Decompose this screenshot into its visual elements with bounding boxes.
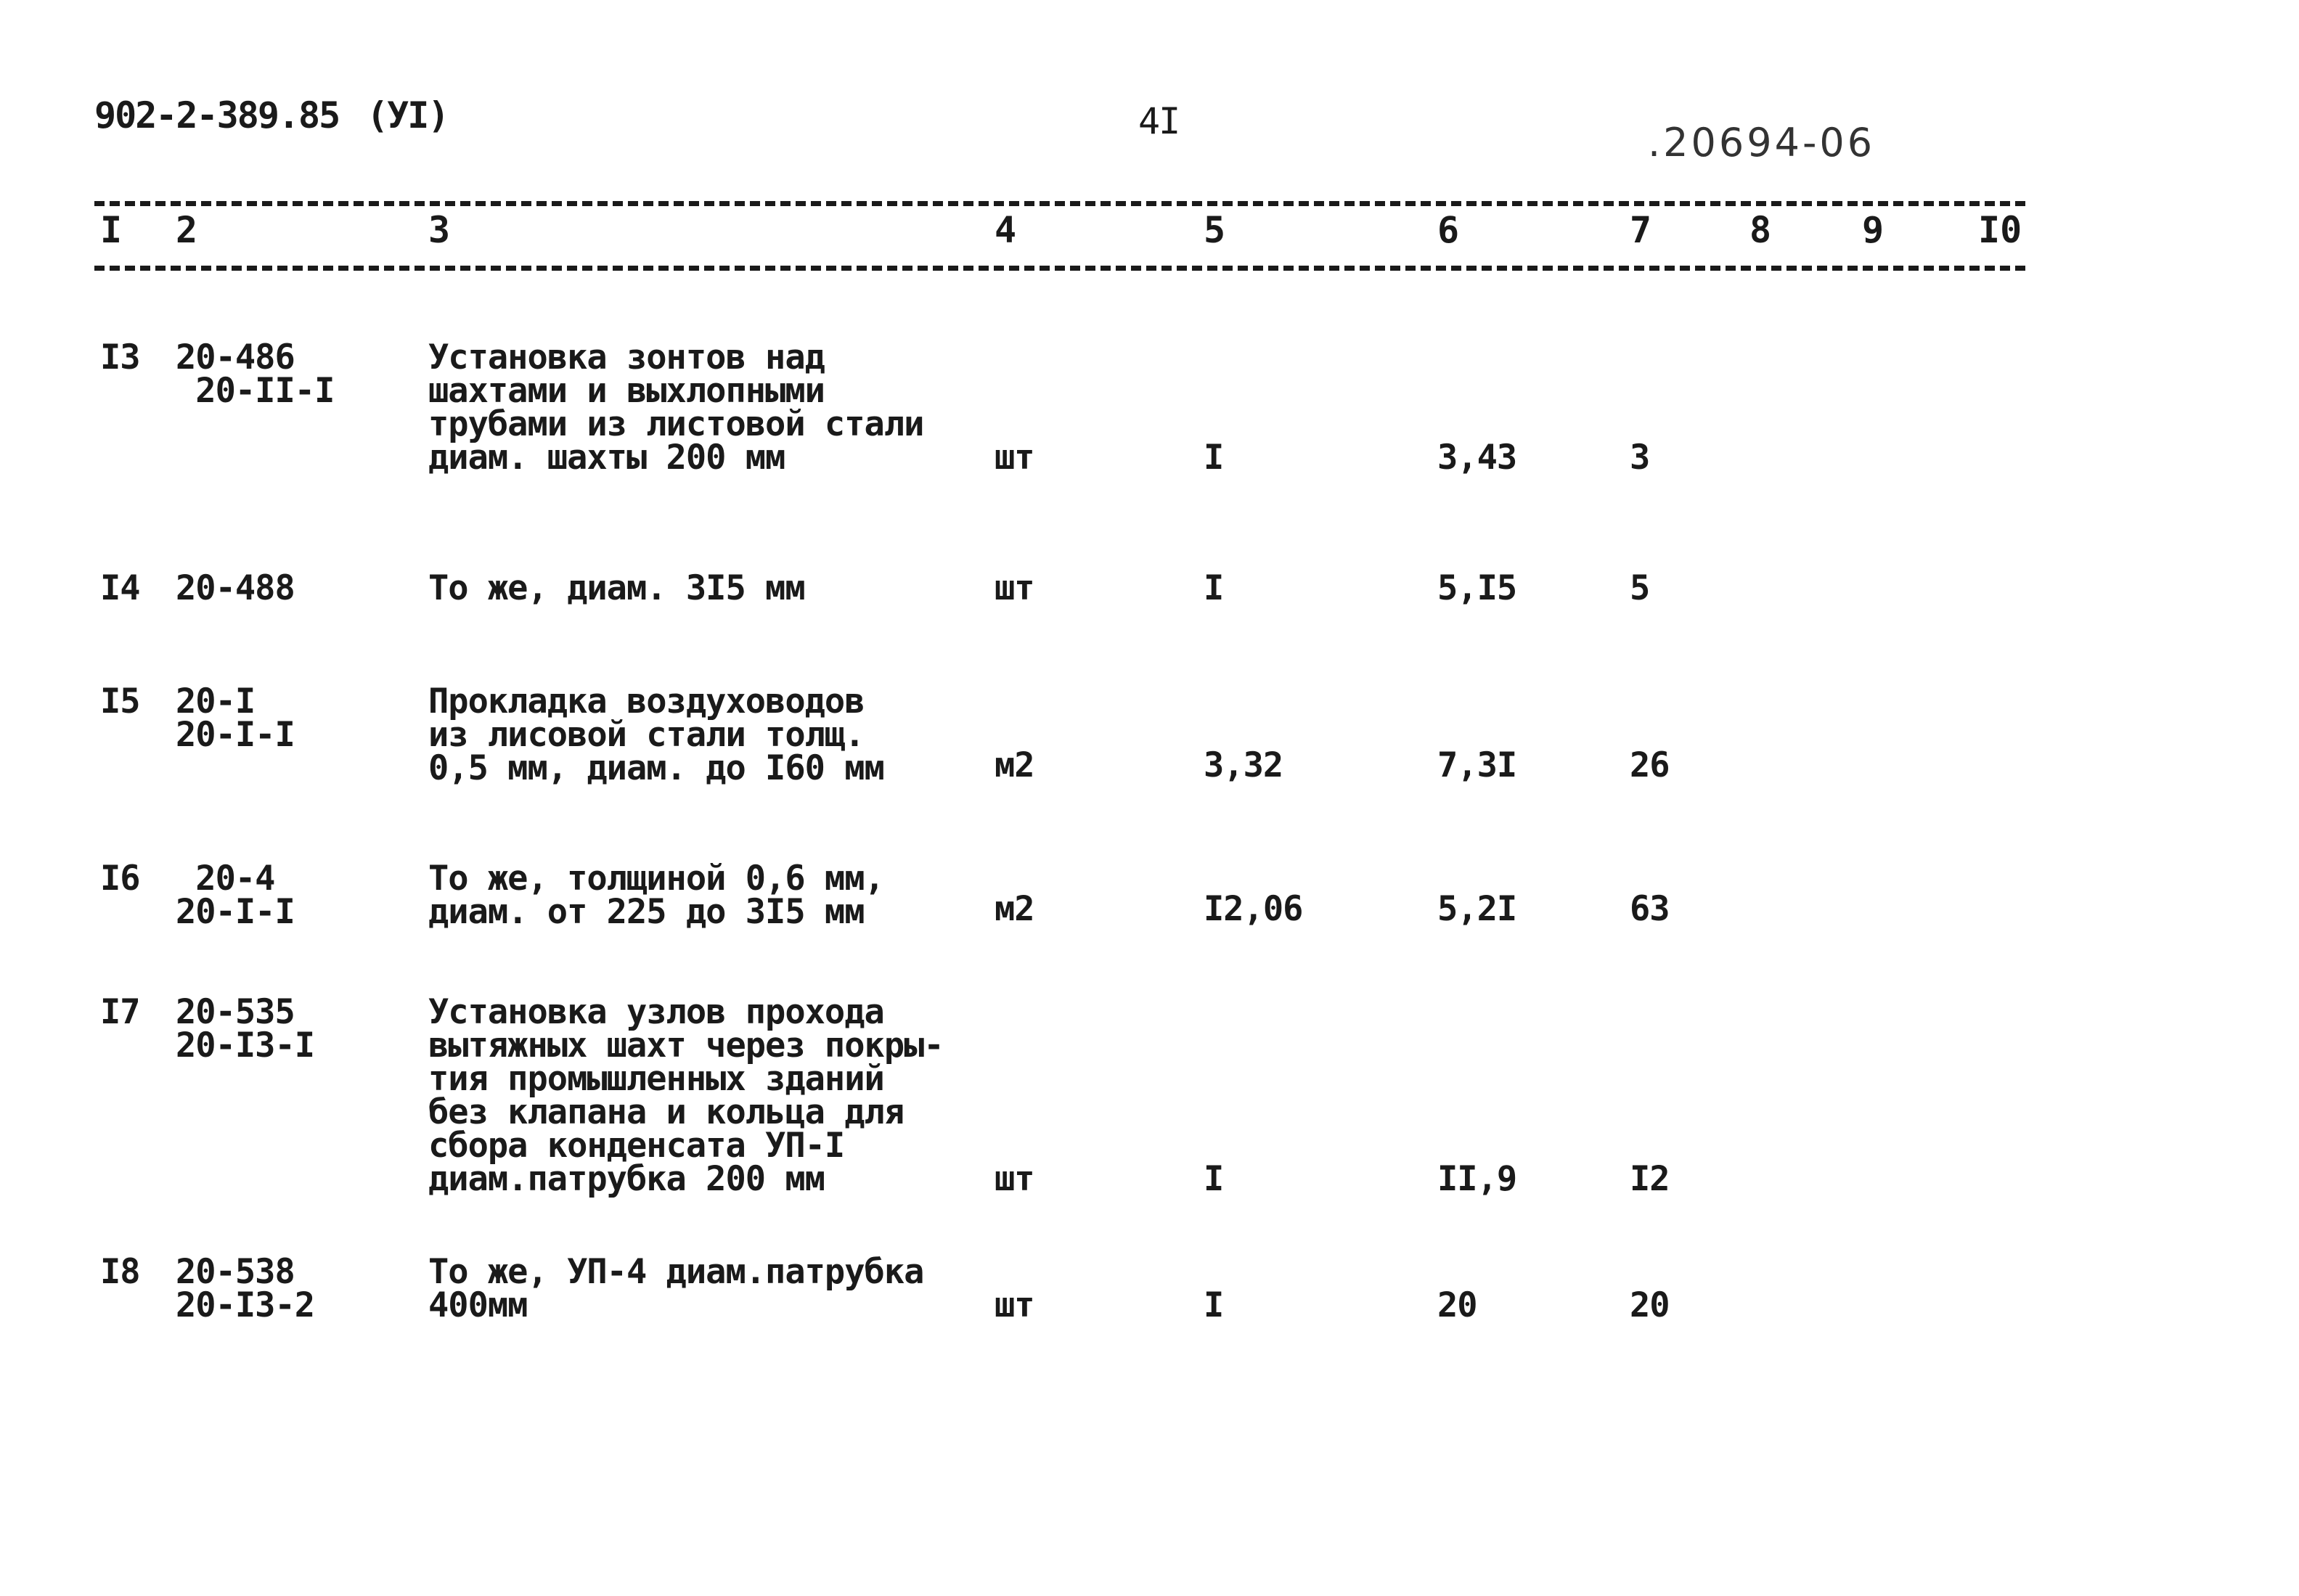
column-header-2: 2 [176, 209, 198, 251]
row-code: 20-I 20-I-I [176, 682, 295, 755]
row-description: Установка зонтов над шахтами и выхлопными трубами из листовой стали диам. шахты 200 мм [428, 337, 924, 478]
column-header-4: 4 [995, 209, 1017, 251]
header-rule-top [94, 201, 2025, 206]
column-header-3: 3 [428, 209, 451, 251]
handwritten-number: .20694-06 [1648, 120, 1876, 165]
row-rate: 3,43 [1437, 438, 1517, 478]
row-description: Прокладка воздуховодов из лисовой стали толщ. 0,5 мм, диам. до I60 мм [428, 682, 884, 788]
column-header-7: 7 [1630, 209, 1652, 251]
row-number: I8 [100, 1252, 140, 1292]
row-description: То же, диам. 3I5 мм [428, 568, 805, 608]
page-number: 4I [1138, 100, 1180, 142]
row-rate: 20 [1437, 1285, 1477, 1325]
row-quantity: I [1204, 1285, 1224, 1325]
sheet-mark: (УI) [367, 94, 449, 136]
column-header-9: 9 [1862, 209, 1884, 251]
row-rate: 5,2I [1437, 889, 1517, 929]
row-rate: 7,3I [1437, 745, 1517, 785]
row-rate: II,9 [1437, 1159, 1517, 1199]
column-header-8: 8 [1749, 209, 1772, 251]
column-header-row [0, 209, 2299, 260]
column-header-1: I [100, 209, 123, 251]
row-number: I5 [100, 682, 140, 721]
row-description: Установка узлов прохода вытяжных шахт через покры- тия промышленных зданий без клапана и кольца для сбора конденсата УП-I диам.патрубка 200 мм [428, 992, 944, 1199]
row-total: I2 [1630, 1159, 1670, 1199]
row-unit: шт [995, 438, 1034, 478]
row-description: То же, толщиной 0,6 мм, диам. от 225 до 3I5 мм [428, 859, 884, 932]
row-code: 20-535 20-I3-I [176, 992, 315, 1065]
row-code: 20-4 20-I-I [176, 859, 295, 932]
row-number: I3 [100, 337, 140, 377]
row-unit: шт [995, 568, 1034, 608]
row-quantity: I [1204, 1159, 1224, 1199]
row-total: 3 [1630, 438, 1650, 478]
row-total: 5 [1630, 568, 1650, 608]
row-number: I4 [100, 568, 140, 608]
row-description: То же, УП-4 диам.патрубка 400мм [428, 1252, 924, 1325]
row-number: I6 [100, 859, 140, 899]
row-unit: шт [995, 1285, 1034, 1325]
column-header-5: 5 [1204, 209, 1226, 251]
row-code: 20-538 20-I3-2 [176, 1252, 315, 1325]
row-total: 20 [1630, 1285, 1670, 1325]
row-quantity: 3,32 [1204, 745, 1283, 785]
document-code: 902-2-389.85 [94, 94, 340, 136]
row-unit: м2 [995, 745, 1034, 785]
row-unit: м2 [995, 889, 1034, 929]
row-total: 63 [1630, 889, 1670, 929]
row-quantity: I [1204, 568, 1224, 608]
column-header-10: I0 [1978, 209, 2022, 251]
row-code: 20-488 [176, 568, 295, 608]
column-header-6: 6 [1437, 209, 1460, 251]
row-rate: 5,I5 [1437, 568, 1517, 608]
row-quantity: I2,06 [1204, 889, 1303, 929]
row-quantity: I [1204, 438, 1224, 478]
row-total: 26 [1630, 745, 1670, 785]
row-code: 20-486 20-II-I [176, 337, 335, 411]
row-unit: шт [995, 1159, 1034, 1199]
row-number: I7 [100, 992, 140, 1032]
header-rule-bottom [94, 266, 2025, 271]
